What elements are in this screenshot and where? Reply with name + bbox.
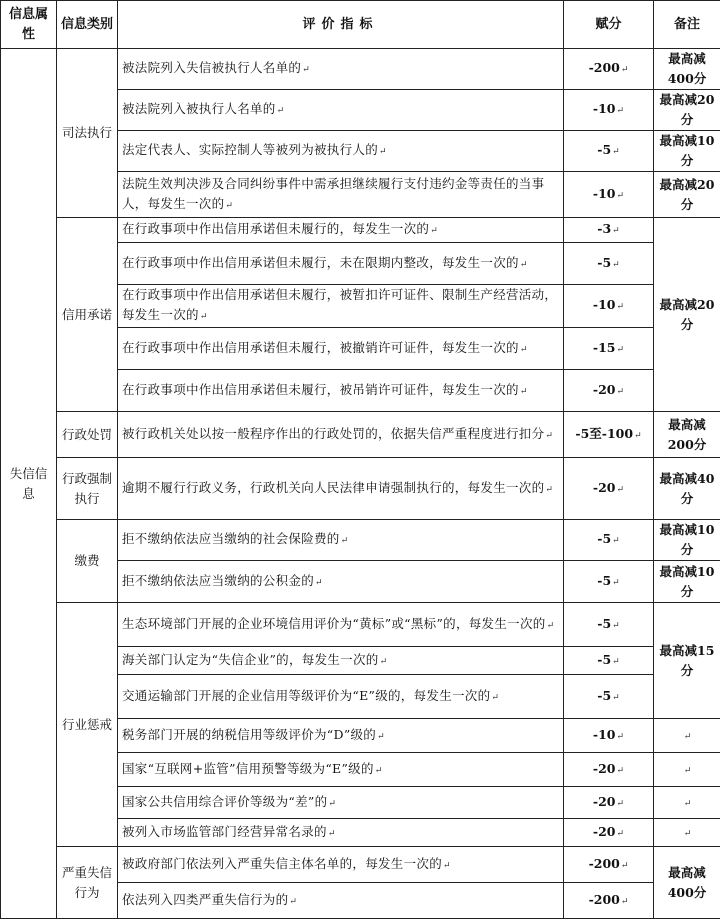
indicator-cell: 在行政事项中作出信用承诺但未履行的，每发生一次的↵ xyxy=(118,218,564,243)
indicator-cell: 交通运输部门开展的企业信用等级评价为“E”级的，每发生一次的↵ xyxy=(118,675,564,719)
indicator-cell: 逾期不履行行政义务，行政机关向人民法律申请强制执行的，每发生一次的↵ xyxy=(118,458,564,520)
score-cell: -3↵ xyxy=(564,218,654,243)
category-cell: 缴费 xyxy=(57,520,118,603)
score-cell: -5↵ xyxy=(564,131,654,172)
table-row xyxy=(1,603,720,647)
header-attribute: 信息属性 xyxy=(1,1,57,49)
category-cell: 严重失信行为 xyxy=(57,847,118,919)
note-cell: ↵ xyxy=(654,819,720,847)
score-cell: -200↵ xyxy=(564,49,654,90)
indicator-cell: 拒不缴纳依法应当缴纳的公积金的↵ xyxy=(118,561,564,603)
indicator-cell: 被法院列入被执行人名单的↵ xyxy=(118,90,564,131)
score-cell: -20↵ xyxy=(564,787,654,819)
note-cell: ↵ xyxy=(654,719,720,753)
note-cell: ↵ xyxy=(654,753,720,787)
score-cell: -20↵ xyxy=(564,370,654,412)
score-cell: -20↵ xyxy=(564,753,654,787)
note-cell: 最高减20分 xyxy=(654,172,720,218)
table-row xyxy=(1,412,720,458)
indicator-cell: 法定代表人、实际控制人等被列为被执行人的↵ xyxy=(118,131,564,172)
note-cell: ↵ xyxy=(654,787,720,819)
score-cell: -5↵ xyxy=(564,675,654,719)
indicator-cell: 拒不缴纳依法应当缴纳的社会保险费的↵ xyxy=(118,520,564,561)
header-category: 信息类别 xyxy=(57,1,118,49)
score-cell: -200↵ xyxy=(564,883,654,919)
indicator-cell: 被列入市场监管部门经营异常名录的↵ xyxy=(118,819,564,847)
attribute-cell: 失信信息 xyxy=(1,49,57,919)
header-row xyxy=(1,1,720,49)
score-cell: -15↵ xyxy=(564,328,654,370)
score-cell: -5↵ xyxy=(564,520,654,561)
indicator-cell: 在行政事项中作出信用承诺但未履行，被暂扣许可证件、限制生产经营活动，每发生一次的↵ xyxy=(118,285,564,328)
note-cell: 最高减40分 xyxy=(654,458,720,520)
table-row xyxy=(1,49,720,90)
indicator-cell: 在行政事项中作出信用承诺但未履行，被撤销许可证件，每发生一次的↵ xyxy=(118,328,564,370)
score-cell: -5↵ xyxy=(564,561,654,603)
table-row xyxy=(1,218,720,243)
score-cell: -10↵ xyxy=(564,285,654,328)
indicator-cell: 国家“互联网+监管”信用预警等级为“E”级的↵ xyxy=(118,753,564,787)
score-cell: -10↵ xyxy=(564,172,654,218)
indicator-cell: 被政府部门依法列入严重失信主体名单的，每发生一次的↵ xyxy=(118,847,564,883)
note-cell: 最高减20分 xyxy=(654,218,720,412)
indicator-cell: 国家公共信用综合评价等级为“差”的↵ xyxy=(118,787,564,819)
table-row xyxy=(1,458,720,520)
table-row xyxy=(1,520,720,561)
category-cell: 信用承诺 xyxy=(57,218,118,412)
indicator-cell: 生态环境部门开展的企业环境信用评价为“黄标”或“黑标”的，每发生一次的↵ xyxy=(118,603,564,647)
score-cell: -5↵ xyxy=(564,243,654,285)
indicator-cell: 依法列入四类严重失信行为的↵ xyxy=(118,883,564,919)
score-cell: -10↵ xyxy=(564,719,654,753)
score-cell: -20↵ xyxy=(564,458,654,520)
score-cell: -200↵ xyxy=(564,847,654,883)
header-score: 赋分 xyxy=(564,1,654,49)
note-cell: 最高减200分 xyxy=(654,412,720,458)
indicator-cell: 在行政事项中作出信用承诺但未履行，被吊销许可证件，每发生一次的↵ xyxy=(118,370,564,412)
score-cell: -5至-100↵ xyxy=(564,412,654,458)
category-cell: 行业惩戒 xyxy=(57,603,118,847)
indicator-cell: 法院生效判决涉及合同纠纷事件中需承担继续履行支付违约金等责任的当事人，每发生一次的↵ xyxy=(118,172,564,218)
indicator-cell: 被法院列入失信被执行人名单的↵ xyxy=(118,49,564,90)
score-cell: -5↵ xyxy=(564,647,654,675)
note-cell: 最高减10分 xyxy=(654,520,720,561)
note-cell: 最高减400分 xyxy=(654,847,720,919)
note-cell: 最高减20分 xyxy=(654,90,720,131)
indicator-cell: 在行政事项中作出信用承诺但未履行，未在限期内整改，每发生一次的↵ xyxy=(118,243,564,285)
score-cell: -10↵ xyxy=(564,90,654,131)
indicator-cell: 被行政机关处以按一般程序作出的行政处罚的，依据失信严重程度进行扣分↵ xyxy=(118,412,564,458)
category-cell: 司法执行 xyxy=(57,49,118,218)
note-cell: 最高减10分 xyxy=(654,131,720,172)
note-cell: 最高减400分 xyxy=(654,49,720,90)
category-cell: 行政强制执行 xyxy=(57,458,118,520)
table-row xyxy=(1,847,720,883)
category-cell: 行政处罚 xyxy=(57,412,118,458)
indicator-cell: 税务部门开展的纳税信用等级评价为“D”级的↵ xyxy=(118,719,564,753)
header-note: 备注 xyxy=(654,1,720,49)
indicator-cell: 海关部门认定为“失信企业”的，每发生一次的↵ xyxy=(118,647,564,675)
header-indicator: 评价指标 xyxy=(118,1,564,49)
score-cell: -5↵ xyxy=(564,603,654,647)
note-cell: 最高减10分 xyxy=(654,561,720,603)
note-cell: 最高减15分 xyxy=(654,603,720,719)
score-cell: -20↵ xyxy=(564,819,654,847)
